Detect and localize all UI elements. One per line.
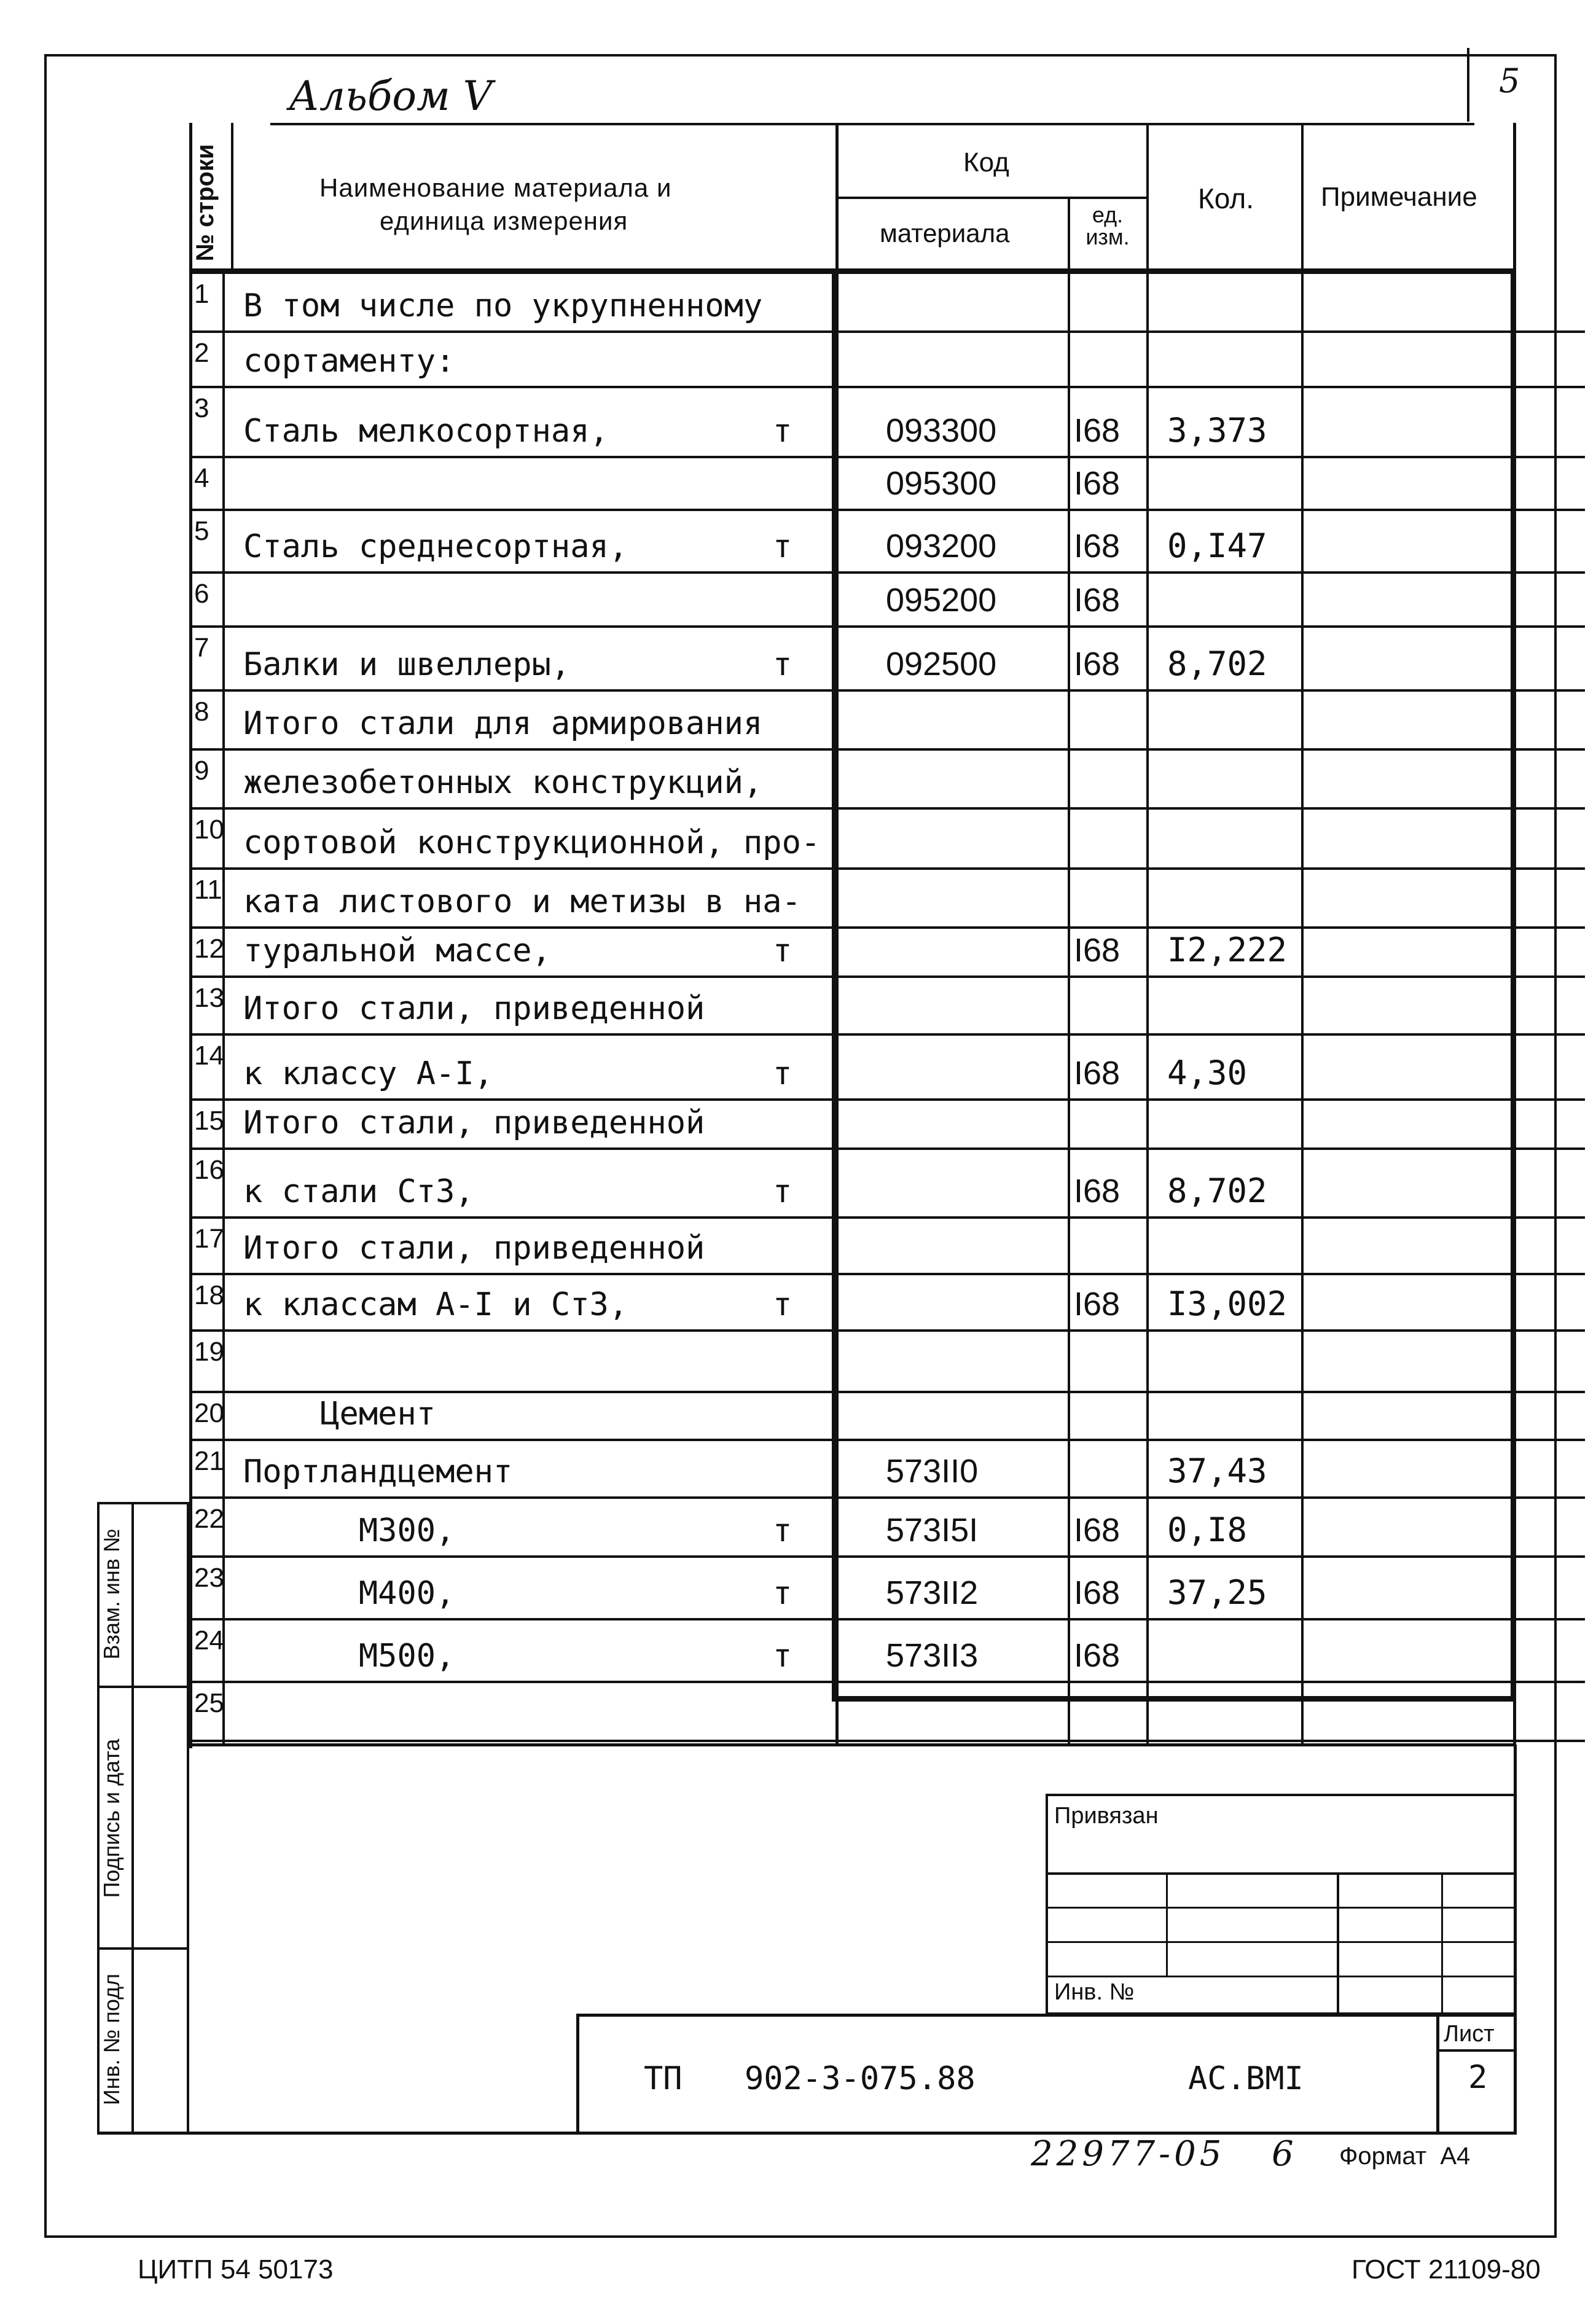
col-header-note: Примечание [1321,182,1477,212]
row-name: Сталь мелкосортная, [243,413,609,450]
table-row [189,1393,1585,1441]
row-number: 23 [194,1563,224,1593]
row-material-code: 093300 [886,412,997,449]
table-row [189,1441,1585,1499]
stamp-podpis: Подпись и дата [99,1738,124,1898]
bind-privyazan: Привязан [1054,1803,1159,1829]
row-number: 4 [194,463,209,493]
row-number: 1 [194,279,209,309]
page-number: 5 [1499,61,1520,100]
row-unit-code: I68 [1074,582,1121,619]
row-unit-code: I68 [1074,465,1121,502]
table-row [189,870,1585,929]
handwritten-page: 6 [1272,2134,1294,2174]
row-name: Итого стали, приведенной [243,990,705,1027]
col-header-code: Код [963,147,1009,178]
table-row [189,1036,1585,1101]
row-name: М400, [243,1575,455,1612]
col-header-name-1: Наименование материала и [319,173,672,202]
row-unit-label: т [773,1055,792,1092]
row-name: М500, [243,1638,455,1675]
table-row [189,511,1585,574]
table-row [189,628,1585,692]
title-sheet-label: Лист [1444,2021,1495,2047]
table-row [189,1219,1585,1275]
row-quantity: 0,I8 [1167,1511,1248,1549]
row-quantity: 37,43 [1167,1452,1267,1490]
table-row [189,574,1585,628]
row-name: М300, [243,1512,455,1549]
row-quantity: 4,30 [1167,1054,1248,1092]
table-row [189,1275,1585,1332]
row-name: Итого стали, приведенной [243,1230,705,1267]
row-number: 18 [194,1280,224,1310]
row-number: 19 [194,1337,224,1367]
row-unit-label: т [773,1512,792,1549]
row-name: Цемент [243,1396,436,1433]
row-name: ката листового и метизы в на- [243,883,801,920]
row-name: к классу А-I, [243,1055,493,1092]
table-row [189,692,1585,751]
row-quantity: 37,25 [1167,1573,1267,1612]
bind-inv-no: Инв. № [1054,1979,1135,2005]
row-number: 22 [194,1504,224,1534]
table-row [189,1499,1585,1558]
row-material-code: 573II2 [886,1574,979,1611]
row-quantity: 8,702 [1167,644,1267,683]
row-name: Итого стали, приведенной [243,1104,705,1141]
table-row [189,1620,1585,1683]
row-material-code: 573II0 [886,1453,979,1490]
row-number: 21 [194,1446,224,1476]
row-quantity: 8,702 [1167,1171,1267,1210]
row-quantity: 0,I47 [1167,526,1267,565]
row-unit-code: I68 [1074,646,1121,682]
col-header-code-material: материала [880,219,1010,248]
table-row [189,751,1585,810]
row-number: 6 [194,579,209,609]
row-unit-label: т [773,1286,792,1323]
table-row [189,388,1585,458]
row-unit-label: т [773,932,792,969]
table-row [189,333,1585,388]
row-unit-label: т [773,528,792,565]
row-name: Итого стали для армирования [243,705,763,742]
table-row [189,1683,1585,1742]
row-unit-label: т [773,1173,792,1210]
col-header-code-unit: ед. изм. [1086,202,1130,249]
row-material-code: 093200 [886,528,997,565]
row-number: 14 [194,1041,224,1071]
row-number: 9 [194,756,209,786]
table-row [189,1332,1585,1393]
footer-right: ГОСТ 21109-80 [1352,2254,1541,2285]
footer-left: ЦИТП 54 50173 [138,2254,334,2285]
row-quantity: I2,222 [1167,931,1288,969]
row-unit-code: I68 [1074,1512,1121,1549]
row-unit-code: I68 [1074,1173,1121,1210]
row-material-code: 573I5I [886,1512,979,1549]
table-row [189,458,1585,511]
row-number: 15 [194,1106,224,1136]
row-number: 11 [194,875,222,905]
row-name: Балки и швеллеры, [243,646,571,683]
row-name: В том числе по укрупненному [243,287,763,324]
row-number: 12 [194,934,224,964]
stamp-vzam: Взам. инв № [99,1528,124,1660]
row-unit-code: I68 [1074,528,1121,565]
table-row [189,1101,1585,1150]
row-unit-code: I68 [1074,412,1121,449]
title-project: 902-3-075.88 [745,2060,976,2097]
row-number: 16 [194,1155,224,1185]
row-unit-code: I68 [1074,1286,1121,1323]
row-number: 5 [194,516,209,546]
row-name: к стали Ст3, [243,1173,474,1210]
row-number: 3 [194,393,209,423]
row-material-code: 095200 [886,582,997,619]
row-number: 20 [194,1398,224,1428]
row-unit-code: I68 [1074,1637,1121,1674]
row-name: сортовой конструкционной, про- [243,824,821,861]
row-unit-label: т [773,413,792,450]
row-quantity: I3,002 [1167,1284,1288,1323]
row-name: железобетонных конструкций, [243,764,763,801]
row-unit-code: I68 [1074,1055,1121,1092]
row-number: 13 [194,983,224,1013]
row-material-code: 095300 [886,465,997,502]
col-header-row-no: № строки [192,144,219,262]
table-row [189,274,1585,333]
row-number: 17 [194,1224,224,1254]
row-unit-label: т [773,1575,792,1612]
table-row [189,1558,1585,1620]
row-name: Портландцемент [243,1453,513,1490]
row-number: 25 [194,1688,224,1718]
row-unit-code: I68 [1074,932,1121,969]
col-header-qty: Кол. [1198,182,1254,214]
row-unit-label: т [773,646,792,683]
row-number: 2 [194,338,209,368]
row-unit-code: I68 [1074,1574,1121,1611]
table-row [189,810,1585,870]
row-number: 24 [194,1625,224,1656]
row-name: к классам А-I и Ст3, [243,1286,628,1323]
row-quantity: 3,373 [1167,411,1267,450]
title-tp: ТП [644,2060,683,2097]
stamp-inv-podl: Инв. № подл [99,1973,124,2106]
table-row [189,1150,1585,1219]
row-number: 8 [194,697,209,727]
row-number: 10 [194,815,224,845]
row-unit-label: т [773,1638,792,1675]
title-block [576,2014,1516,2135]
row-name: туральной массе, [243,932,551,969]
col-header-name-2: единица измерения [380,206,628,235]
table-row [189,978,1585,1036]
album-title: Альбом V [289,72,493,120]
row-number: 7 [194,633,209,663]
format-label: Формат А4 [1339,2143,1471,2170]
row-material-code: 573II3 [886,1637,979,1674]
table-row [189,929,1585,978]
handwritten-number: 22977-05 [1031,2134,1226,2174]
title-sheet-no: 2 [1468,2059,1488,2096]
row-name: сортаменту: [243,343,455,380]
row-name: Сталь среднесортная, [243,528,628,565]
row-material-code: 092500 [886,646,997,682]
title-mark: АС.ВМI [1188,2060,1304,2097]
